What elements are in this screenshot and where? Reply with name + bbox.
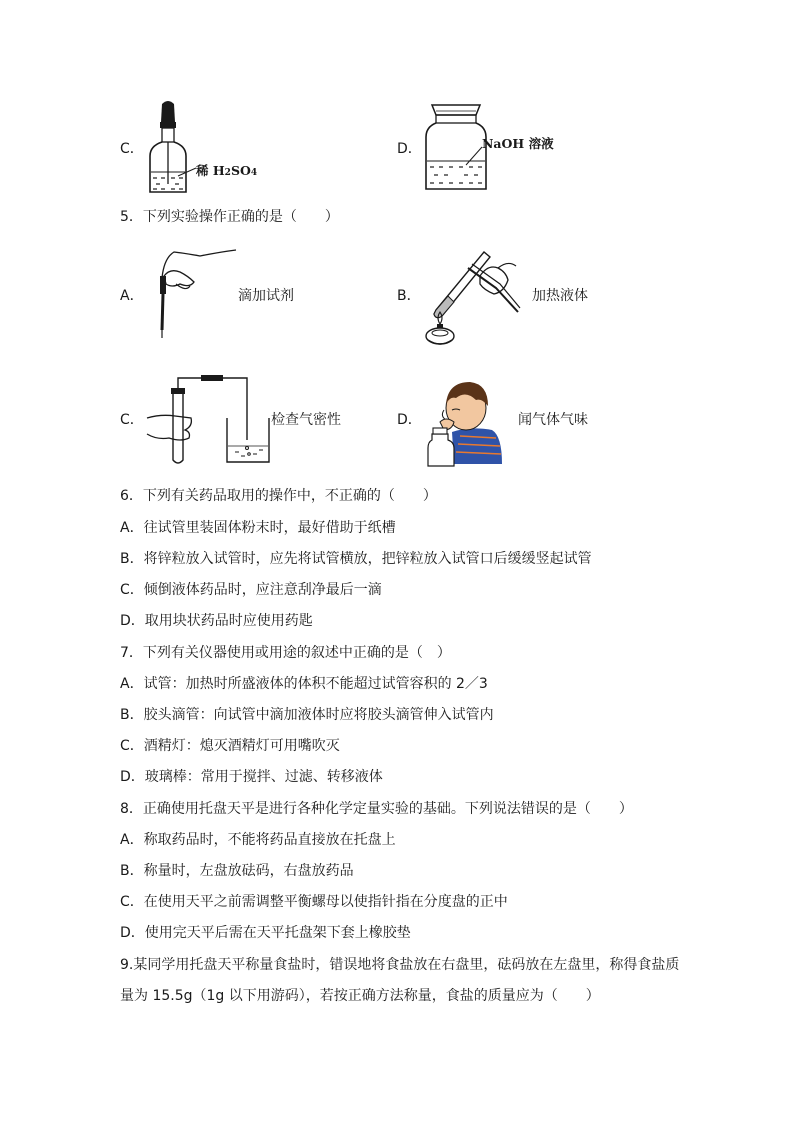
q7-option-b: B．胶头滴管：向试管中滴加液体时应将胶头滴管伸入试管内 bbox=[120, 707, 494, 723]
q6-option-b: B．将锌粒放入试管时，应先将试管横放，把锌粒放入试管口后缓缓竖起试管 bbox=[120, 551, 592, 567]
question-9-line-1: 9.某同学用托盘天平称量食盐时，错误地将食盐放在右盘里，砝码放在左盘里，称得食盐质 bbox=[120, 957, 680, 973]
q5-option-b-caption: 加热液体 bbox=[532, 288, 588, 304]
question-7-stem: 7．下列有关仪器使用或用途的叙述中正确的是（ ） bbox=[120, 645, 451, 661]
q5-option-a-caption: 滴加试剂 bbox=[238, 288, 294, 304]
dropper-hand-icon bbox=[150, 248, 240, 343]
dropper-bottle-icon bbox=[140, 100, 260, 195]
q8-option-b: B．称量时，左盘放砝码，右盘放药品 bbox=[120, 863, 354, 879]
person-smelling-icon bbox=[426, 376, 506, 468]
q5-option-d-letter: D． bbox=[397, 412, 422, 428]
q6-option-c: C．倾倒液体药品时，应注意刮净最后一滴 bbox=[120, 582, 382, 598]
q5-option-c-caption: 检查气密性 bbox=[271, 412, 341, 428]
q7-option-a: A．试管：加热时所盛液体的体积不能超过试管容积的 2／3 bbox=[120, 676, 488, 692]
q4-option-c-letter: C． bbox=[120, 141, 144, 157]
q7-option-c: C．酒精灯：熄灭酒精灯可用嘴吹灭 bbox=[120, 738, 340, 754]
question-9-line-2: 量为 15.5g（1g 以下用游码），若按正确方法称量，食盐的质量应为（ ） bbox=[120, 988, 600, 1004]
question-6-stem: 6．下列有关药品取用的操作中，不正确的（ ） bbox=[120, 488, 437, 504]
q8-option-a: A．称取药品时，不能将药品直接放在托盘上 bbox=[120, 832, 396, 848]
question-5-stem: 5．下列实验操作正确的是（ ） bbox=[120, 209, 339, 225]
q4-option-d-label: NaOH 溶液 bbox=[482, 136, 554, 151]
q5-option-c-letter: C． bbox=[120, 412, 144, 428]
airtightness-setup-icon bbox=[145, 374, 275, 466]
q5-option-b-letter: B． bbox=[397, 288, 421, 304]
q4-option-c-label: 稀 H2SO4 bbox=[196, 163, 258, 178]
q4-option-d-letter: D． bbox=[397, 141, 422, 157]
q5-option-a-letter: A． bbox=[120, 288, 144, 304]
q6-option-d: D．取用块状药品时应使用药匙 bbox=[120, 613, 313, 629]
q7-option-d: D．玻璃棒：常用于搅拌、过滤、转移液体 bbox=[120, 769, 383, 785]
heating-tube-icon bbox=[418, 240, 523, 350]
question-8-stem: 8．正确使用托盘天平是进行各种化学定量实验的基础。下列说法错误的是（ ） bbox=[120, 801, 633, 817]
q8-option-d: D．使用完天平后需在天平托盘架下套上橡胶垫 bbox=[120, 925, 411, 941]
q8-option-c: C．在使用天平之前需调整平衡螺母以使指针指在分度盘的正中 bbox=[120, 894, 508, 910]
q6-option-a: A．往试管里装固体粉末时，最好借助于纸槽 bbox=[120, 520, 396, 536]
q5-option-d-caption: 闻气体气味 bbox=[518, 412, 588, 428]
